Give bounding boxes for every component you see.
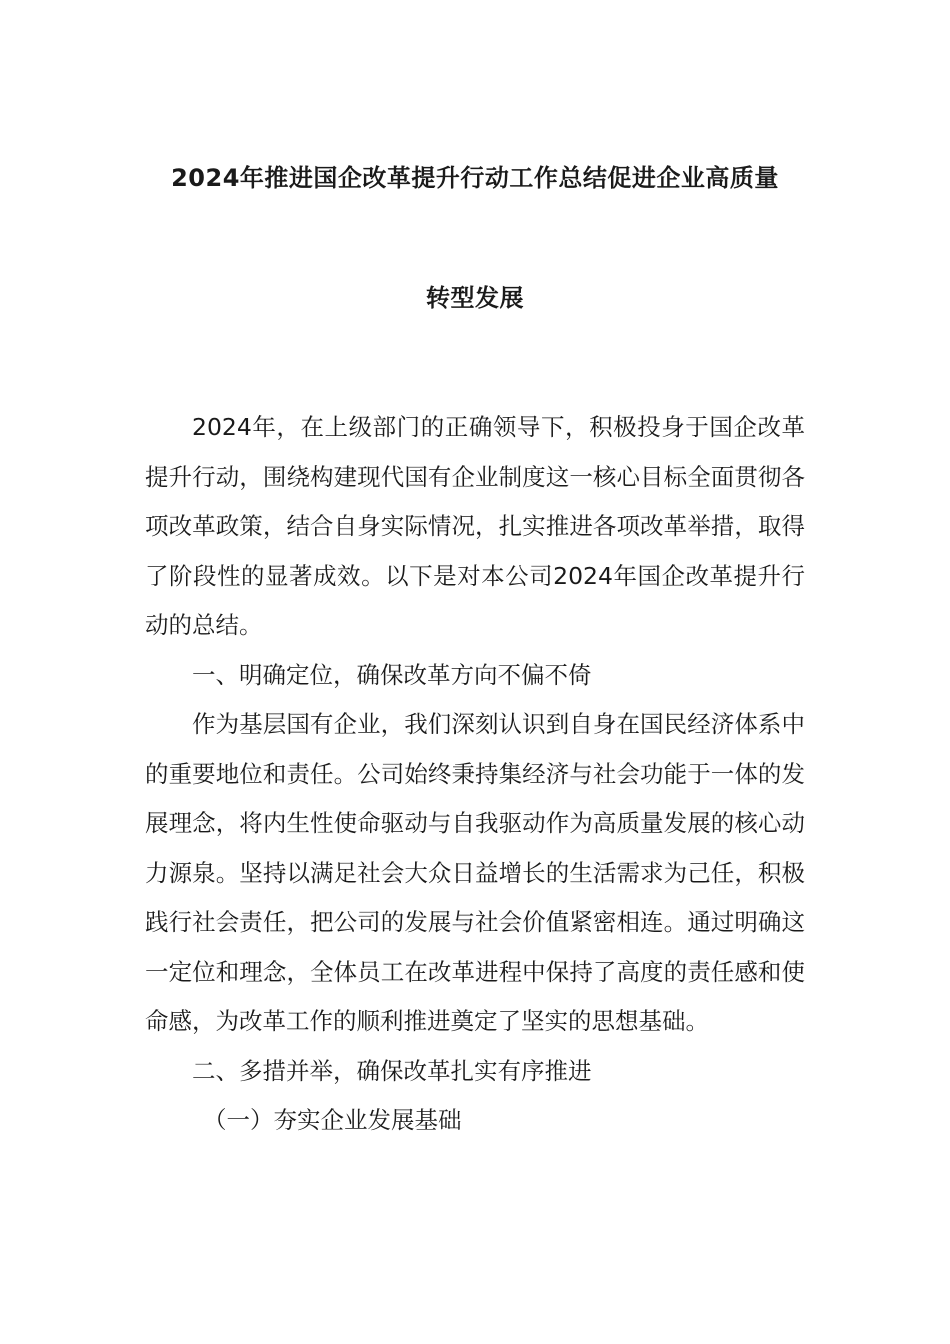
subsection-heading-2-1: （一）夯实企业发展基础: [203, 1106, 462, 1134]
document-body: [145, 403, 805, 1146]
section-1-paragraph: 作为基层国有企业，我们深刻认识到自身在国民经济体系中的重要地位和责任。公司始终秉持集经济与社会功能于一体的发展理念，将内生性使命驱动与自我驱动作为高质量发展的核心动力源泉。坚持以满足社会大众日益增长的生活需求为己任，积极践行社会责任，把公司的发展与社会价值紧密相连。通过明确这一定位和理念，全体员工在改革进程中保持了高度的责任感和使命感，为改革工作的顺利推进奠定了坚实的思想基础。: [145, 710, 805, 1035]
section-heading-1: 一、明确定位，确保改革方向不偏不倚: [192, 660, 592, 689]
document-title-line-2: 转型发展: [426, 284, 524, 312]
section-heading-2: 二、多措并举，确保改革扎实有序推进: [192, 1056, 592, 1085]
document-title-line-1: 2024年推进国企改革提升行动工作总结促进企业高质量: [171, 164, 779, 192]
intro-paragraph: 2024年，在上级部门的正确领导下，积极投身于国企改革提升行动，围绕构建现代国有企业制度这一核心目标全面贯彻各项改革政策，结合自身实际情况，扎实推进各项改革举措，取得了阶段性的显著成效。以下是对本公司2024年国企改革提升行动的总结。: [145, 413, 805, 639]
